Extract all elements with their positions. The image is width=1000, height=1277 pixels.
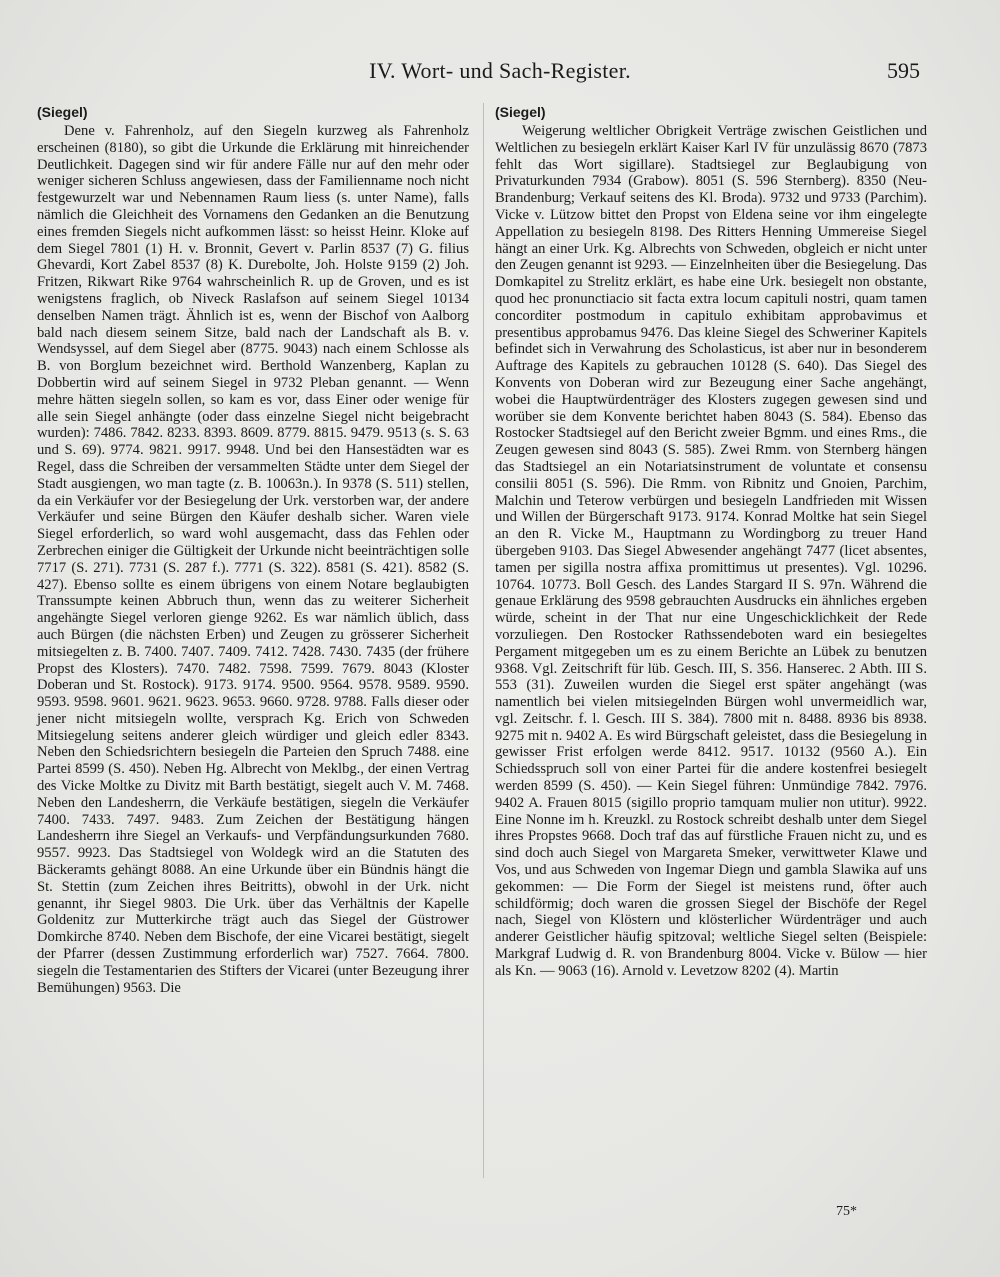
column-divider xyxy=(483,103,484,1178)
right-column-text: Weigerung weltlicher Obrigkeit Verträge zwischen Geistlichen und Weltlichen zu besiegeln erklärt Kaiser Karl IV für unzulässig 8670 (7873 fehlt das Wort sigillare). Stadtsiegel zur Beglaubigung von Privaturkunden 7934 (Grabow). 8051 (S. 596 Sternberg). 8350 (Neu-Brandenburg; Verkauf seitens des Kl. Broda). 9732 und 9733 (Parchim). Vicke v. Lützow bittet den Propst von Eldena seine vor ihm eingelegte Appellation zu besiegeln 8198. Des Ritters Henning Ummereise Siegel hängt an einer Urk. Kg. Albrechts von Schweden, obgleich er nicht unter den Zeugen genannt ist 9293. — Einzelnheiten über die Besiegelung. Das Domkapitel zu Strelitz erklärt, es habe eine Urk. besiegelt non obstante, quod hec pronunctiacio sit facta extra locum capituli nostri, quam tamen concorditer postmodum in capitulo exhibitam approbavimus et presentibus approbamus 9476. Das kleine Siegel des Schweriner Kapitels befindet sich in Verwahrung des Scholasticus, ist aber nur in besonderem Auftrage des Kapitels zu gebrauchen 10128 (S. 640). Das Siegel des Konvents von Doberan wird zur Bezeugung einer Sache angehängt, wobei die Hauptwürdenträger des Klosters zugegen gewesen sind und worüber sie dem Konvente berichtet haben 8043 (S. 584). Ebenso das Rostocker Stadtsiegel auf den Bericht zweier Bgmm. und eines Rms., die Zeugen gewesen sind 8043 (S. 585). Zwei Rmm. von Sternberg hängen das Stadtsiegel an ein Notariatsinstrument de voluntate et consensu consilii 8051 (S. 596). Die Rmm. von Ribnitz und Gnoien, Parchim, Malchin und Teterow verbürgen und besiegeln Landfrieden mit Wissen und Willen der Bürgerschaft 9173. 9174. Konrad Moltke hat sein Siegel an den R. Vicke M., Hauptmann zu Wordingborg zu treuer Hand übergeben 9103. Das Siegel Abwesender angehängt 7477 (licet absentes, tamen per sigilla nostra affixa promittimus ut presentes). Vgl. 10296. 10764. 10773. Boll Gesch. des Landes Stargard II S. 97n. Während die genaue Erklärung des 9598 gebrauchten Ausdrucks ein ähnliches ergeben würde, scheint in der That nur eine Ungeschicklichkeit der Rede vorzuliegen. Den Rostocker Rathssendeboten ward ein besiegeltes Pergament mitgegeben um es zu einem Berichte an Lübek zu benutzen 9368. Vgl. Zeitschrift für lüb. Gesch. III, S. 356. Hanserec. 2 Abth. III S. 553 (31). Zuweilen wurden die Siegel erst später angehängt (was namentlich bei vielen mitsiegelnden Bürgen wohl unvermeidlich war, vgl. Zeitschr. f. l. Gesch. III S. 384). 7800 mit n. 8488. 8936 bis 8938. 9275 mit n. 9402 A. Es wird Bürgschaft geleistet, dass die Besiegelung in gewisser Frist erfolgen werde 8412. 9517. 10132 (9560 A.). Ein Schiedsspruch soll von einer Partei für die andere kostenfrei besiegelt werden 8599 (S. 450). — Kein Siegel führen: Unmündige 7842. 7976. 9402 A. Frauen 8015 (sigillo proprio tamquam mulier non utitur). 9922. Eine Nonne im h. Kreuzkl. zu Rostock schreibt deshalb unter dem Siegel ihres Propstes 9668. Doch traf das auf fürstliche Frauen nicht zu, und es sind doch auch Siegel von Margareta Smeker, verwittweter Klawe und Vos, und aus Schweden von Ingemar Diegn und gambla Slawika auf uns gekommen: — Die Form der Siegel ist meistens rund, öfter auch schildförmig; doch waren die grossen Siegel der Bischöfe der Regel nach, Siegel von Klöstern und klösterlicher Würdenträger und auch anderer Geistlicher häufig spitzoval; weltliche Siegel selten (Beispiele: Markgraf Ludwig d. R. von Brandenburg 8004. Vicke v. Bülow — hier als Kn. — 9063 (16). Arnold v. Levetzow 8202 (4). Martin xyxy=(495,123,927,979)
running-head xyxy=(0,58,1000,88)
left-column-text: Dene v. Fahrenholz, auf den Siegeln kurzweg als Fahrenholz erscheinen (8180), so gibt die Urkunde die Erklärung mit hinreichender Deutlichkeit. Dagegen sind wir für andere Fälle nur auf den mehr oder weniger sicheren Schluss angewiesen, dass der Familienname noch nicht festgewurzelt war und Nebennamen Raum liess (s. unter Name), falls nämlich die Gleichheit des Vornamens den Gedanken an die Benutzung eines fremden Siegels nicht aufkommen lässt: so heisst Heinr. Kloke auf dem Siegel 7801 (1) H. v. Bronnit, Gevert v. Parlin 8537 (7) G. filius Ghevardi, Kort Zabel 8537 (8) K. Durebolte, Joh. Holste 9159 (2) Joh. Fritzen, Rikwart Rike 9764 wahrscheinlich R. up de Groven, und es ist wenigstens fraglich, ob Niveck Raslafson auf seinem Siegel 10134 denselben Namen trägt. Ähnlich ist es, wenn der Bischof von Aalborg bald nach diesem seinem Sitze, bald nach der Landschaft als B. v. Wendsyssel, auf dem Siegel aber (8775. 9043) nach einem Schlosse als B. von Borglum bezeichnet wird. Berthold Wanzenberg, Kaplan zu Dobbertin wird auf seinem Siegel in 9732 Pleban genannt. — Wenn mehre hätten siegeln sollen, so kam es vor, dass Einer oder wenige für alle sein Siegel anhängte (oder dass einzelne Siegel nicht beigebracht wurden): 7486. 7842. 8233. 8393. 8609. 8779. 8815. 9479. 9513 (s. S. 63 und S. 69). 9774. 9821. 9917. 9948. Und bei den Hansestädten war es Regel, dass die Schreiben der versammelten Städte unter dem Siegel der Stadt ausgiengen, wo man tagte (z. B. 10063n.). In 9378 (S. 511) stellen, da ein Verkäufer vor der Besiegelung der Urk. verstorben war, der andere Verkäufer und seine Bürgen den Käufer deshalb sicher. Waren viele Siegel erforderlich, so ward wohl ausgemacht, dass das Fehlen oder Zerbrechen einiger die Gültigkeit der Urkunde nicht beeinträchtigen solle 7717 (S. 271). 7731 (S. 287 f.). 7771 (S. 322). 8581 (S. 421). 8582 (S. 427). Ebenso sollte es einem übrigens von einem Notare beglaubigten Transsumpte keinen Abbruch thun, wenn das zu weiterer Sicherheit angehängte Siegel verloren gienge 9262. Es war nämlich üblich, dass auch Bürgen (die nächsten Erben) und Zeugen zu grösserer Sicherheit mitsiegelten z. B. 7400. 7407. 7409. 7412. 7428. 7430. 7435 (der frühere Propst des Klosters). 7470. 7482. 7598. 7599. 7679. 8043 (Kloster Doberan und St. Rostock). 9173. 9174. 9500. 9564. 9578. 9589. 9590. 9593. 9598. 9601. 9621. 9623. 9653. 9660. 9728. 9788. Falls dieser oder jener nicht mitsiegeln wollte, versprach Kg. Erich von Schweden Mitsiegelung seitens anderer gleich würdiger und gleich edler 8343. Neben den Schiedsrichtern besiegeln die Parteien den Spruch 7488. eine Partei 8599 (S. 450). Neben Hg. Albrecht von Meklbg., der einen Vertrag des Vicke Moltke zu Divitz mit Barth bestätigt, siegelt auch V. M. 7468. Neben den Landesherrn, die Verkäufe bestätigen, siegeln die Verkäufer 7400. 7433. 7497. 9483. Zum Zeichen der Bestätigung hängen Landesherrn ihre Siegel an Verkaufs- und Verpfändungsurkunden 7680. 9557. 9923. Das Stadtsiegel von Woldegk wird an die Statuten des Bäckeramts gehängt 8088. An eine Urkunde über ein Bündnis hängt die St. Stettin (zum Zeichen ihres Beitritts), obwohl in der Urk. nicht genannt, ihr Siegel 9803. Die Urk. über das Verhältnis der Kapelle Goldenitz zur Mutterkirche trägt auch das Siegel der Güstrower Domkirche 8740. Neben dem Bischofe, der eine Vicarei bestätigt, siegelt der Pfarrer (dessen Zustimmung erforderlich war) 7527. 7664. 7800. siegeln die Testamentarien des Stifters der Vicarei (unter Bezeugung ihrer Bemühungen) 9563. Die xyxy=(37,123,469,996)
right-column-heading: (Siegel) xyxy=(495,104,546,120)
page-number: 595 xyxy=(887,58,920,83)
left-column-heading: (Siegel) xyxy=(37,104,88,120)
left-column xyxy=(37,103,469,996)
page-title: IV. Wort- und Sach-Register. xyxy=(369,58,631,83)
right-column xyxy=(495,103,927,980)
sheet-signature: 75* xyxy=(836,1204,857,1219)
